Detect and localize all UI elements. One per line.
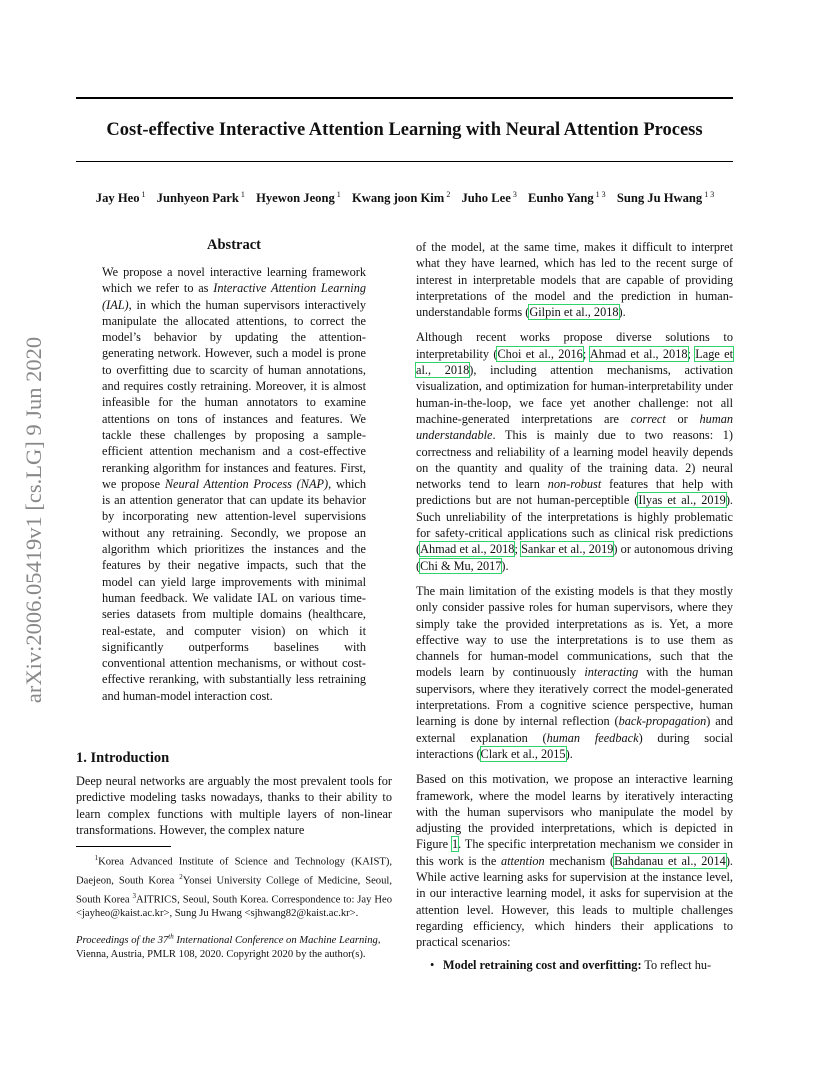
- author: Eunho Yang $^{1 3}$: [527, 190, 606, 206]
- figure-link[interactable]: 1: [451, 837, 459, 852]
- footnote-rule: [76, 846, 171, 847]
- abstract-heading: Abstract: [207, 237, 261, 253]
- introduction-text: Deep neural networks are arguably the most prevalent tools for predictive modeling tasks nowadays, thanks to their ability to learn complex functions with multiple layers of non-linear transformations. However, the complex nature: [76, 774, 392, 837]
- arxiv-stamp: arXiv:2006.05419v1 [cs.LG] 9 Jun 2020: [21, 336, 46, 704]
- author-list: [40, 190, 770, 206]
- bullet-icon: •: [430, 958, 435, 972]
- author: Kwang joon Kim $^2$: [351, 190, 451, 206]
- title-bottom-rule: [76, 161, 733, 162]
- citation-link[interactable]: Gilpin et al., 2018: [529, 305, 619, 320]
- author: Hyewon Jeong $^1$: [256, 190, 341, 206]
- citation-link[interactable]: Clark et al., 2015: [480, 746, 566, 761]
- bullet-text: Model retraining cost and overfitting: To reflect hu-: [443, 958, 712, 972]
- author: Junhyeon Park $^1$: [156, 190, 245, 206]
- paragraph: The main limitation of the existing models is that they mostly only consider passive roles for human supervisors, where they simply take the provided interpretations as is. Yet, a more effective way to use the interpretations is to use them as channels for human-model communications, such that the models learn by continuously interacting with the human supervisors, where they iteratively correct the model-generated interpretations. From a cognitive science perspective, human learning is done by internal reflection (back-propagation) and external explanation (human feedback) during social interactions (Clark et al., 2015).: [416, 583, 733, 761]
- paragraph: Although recent works propose diverse solutions to interpretability (Choi et al., 2016; Ahmad et al., 2018; Lage et al., 2018), including attention mechanisms, activation visualization, and optimization for human-interpretability under human-in-the-loop, we face yet another challenge: not all machine-generated interpretations are correct or human understandable. This is mainly due to two reasons: 1) correctness and reliability of a learning model heavily depends on the quantity and quality of the training data. 2) neural networks tend to learn non-robust features that help with predictions but are not human-perceptible (Ilyas et al., 2019). Such unreliability of the interpretations is highly problematic for safety-critical applications such as clinical risk predictions (Ahmad et al., 2018; Sankar et al., 2019) or autonomous driving (Chi & Mu, 2017).: [416, 330, 733, 573]
- author: Juho Lee $^3$: [461, 190, 517, 206]
- abstract-text: We propose a novel interactive learning framework which we refer to as Interactive Attention Learning (IAL), in which the human supervisors interactively manipulate the allocated attentions, to correct the model’s behavior by updating the attention-generating network. However, such a model is prone to overfitting due to scarcity of human annotations, and requires costly retraining. Moreover, it is almost infeasible for the human annotators to examine attentions on tons of instances and features. We tackle these challenges by proposing a sample-efficient attention mechanism and a cost-effective reranking algorithm for instances and features. First, we propose Neural Attention Process (NAP), which is an attention generator that can update its behavior by incorporating new attention-level supervisions without any retraining. Secondly, we propose an algorithm which prioritizes the instances and the features by their negative impacts, such that the model can yield large improvements with minimal human feedback. We validate IAL on various time-series datasets from multiple domains (healthcare, real-estate, and computer vision) on which it significantly outperforms baselines with conventional attention mechanisms, or without cost-effective reranking, with substantially less retraining and human-model interaction cost.: [102, 265, 366, 703]
- citation-link[interactable]: Ilyas et al., 2019: [638, 493, 726, 508]
- title-top-rule: [76, 97, 733, 99]
- paragraph: of the model, at the same time, makes it difficult to interpret what they have learned, which has led to the recent surge of interest in interpretable models that are capable of providing interpretations of the model and the prediction in human-understandable forms (Gilpin et al., 2018).: [416, 240, 733, 320]
- paper-title: Cost-effective Interactive Attention Learning with Neural Attention Process: [106, 120, 703, 140]
- section-heading-introduction: 1. Introduction: [76, 750, 170, 766]
- citation-link[interactable]: Lage et al., 2018: [416, 346, 733, 378]
- citation-link[interactable]: Choi et al., 2016: [497, 346, 583, 361]
- proceedings-note: Proceedings of the 37th International Conference on Machine Learning, Vienna, Austria, PMLR 108, 2020. Copyright 2020 by the author(s).: [76, 932, 381, 960]
- right-column: [416, 239, 733, 959]
- citation-link[interactable]: Bahdanau et al., 2014: [614, 853, 726, 868]
- paragraph: Based on this motivation, we propose an interactive learning framework, where the model learns by iteratively interacting with the human supervisors who manipulate the model by adjusting the provided interpretations, which is depicted in Figure 1. The specific interpretation mechanism we consider in this work is the attention mechanism (Bahdanau et al., 2014). While active learning asks for supervision at the instance level, in our interactive learning model, it asks for supervision at the attention level. However, this leads to multiple challenges regarding efficiency, which hinders their applications to practical scenarios:: [416, 772, 733, 950]
- citation-link[interactable]: Ahmad et al., 2018: [589, 346, 688, 361]
- author: Jay Heo $^1$: [95, 190, 146, 206]
- affiliation-footnote: $^1$Korea Advanced Institute of Science and Technology (KAIST), Daejeon, South Korea $^2$Yonsei University College of Medicine, Seoul, South Korea $^3$AITRICS, Seoul, South Korea. Correspondence to: Jay Heo <jayheo@kaist.ac.kr>, Sung Ju Hwang <sjhwang82@kaist.ac.kr>.: [76, 854, 392, 920]
- citation-link[interactable]: Sankar et al., 2019: [521, 542, 614, 557]
- citation-link[interactable]: Ahmad et al., 2018: [420, 542, 515, 557]
- citation-link[interactable]: Chi & Mu, 2017: [420, 558, 502, 573]
- author: Sung Ju Hwang $^{1 3}$: [616, 190, 715, 206]
